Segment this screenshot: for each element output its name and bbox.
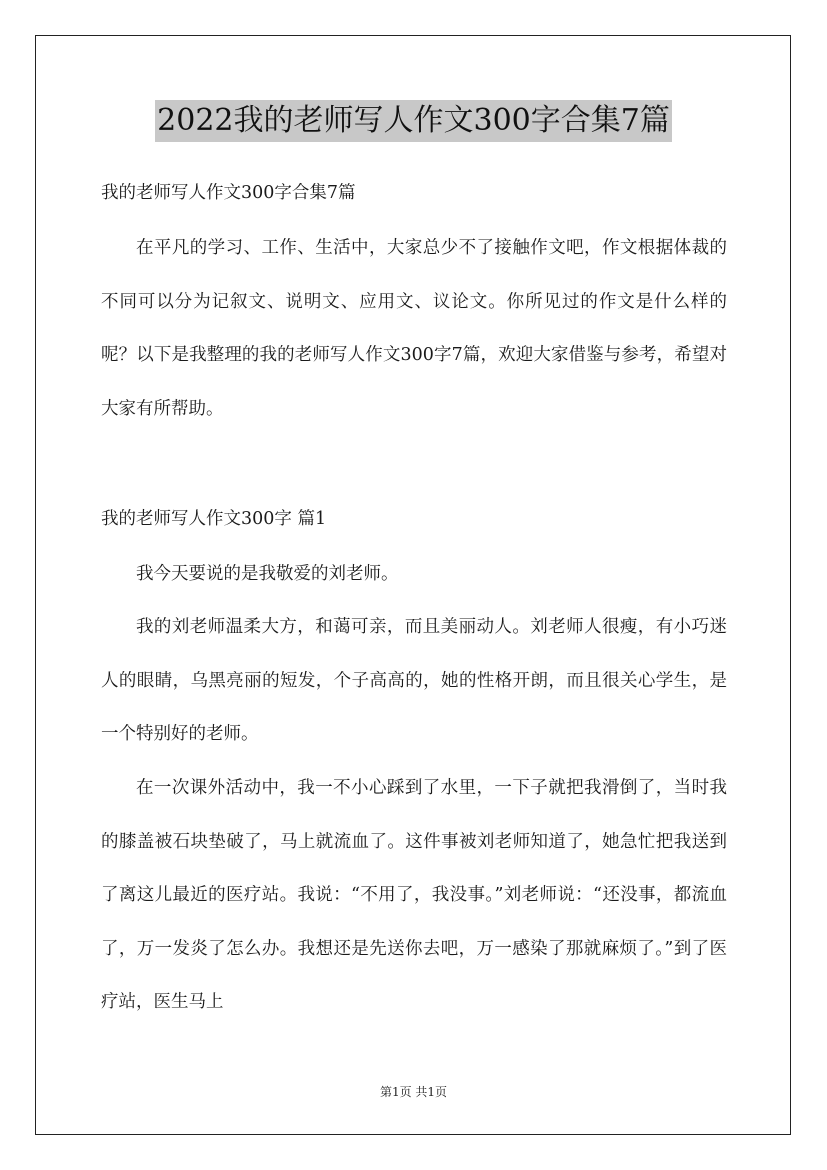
intro-paragraph: 在平凡的学习、工作、生活中，大家总少不了接触作文吧，作文根据体裁的不同可以分为记叙文、说明文、应用文、议论文。你所见过的作文是什么样的呢？以下是我整理的我的老师写人作文300字7篇，欢迎大家借鉴与参考，希望对大家有所帮助。 [101,238,727,419]
page-footer: 第1页 共1页 [379,1085,448,1099]
document-subtitle: 我的老师写人作文300字合集7篇 [101,183,356,203]
document-title: 2022我的老师写人作文300字合集7篇 [155,100,672,142]
body-paragraph: 我的刘老师温柔大方，和蔼可亲，而且美丽动人。刘老师人很瘦，有小巧迷人的眼睛，乌黑亮丽的短发，个子高高的，她的性格开朗，而且很关心学生，是一个特别好的老师。 [101,617,727,744]
section-heading: 我的老师写人作文300字 篇1 [101,509,327,529]
body-paragraph: 我今天要说的是我敬爱的刘老师。 [136,564,399,584]
title-container [0,100,827,142]
body-paragraph: 在一次课外活动中，我一不小心踩到了水里，一下子就把我滑倒了，当时我的膝盖被石块垫破了，马上就流血了。这件事被刘老师知道了，她急忙把我送到了离这儿最近的医疗站。我说：“不用了，我没事。”刘老师说：“还没事，都流血了，万一发炎了怎么办。我想还是先送你去吧，万一感染了那就麻烦了。”到了医疗站，医生马上 [101,778,727,1012]
